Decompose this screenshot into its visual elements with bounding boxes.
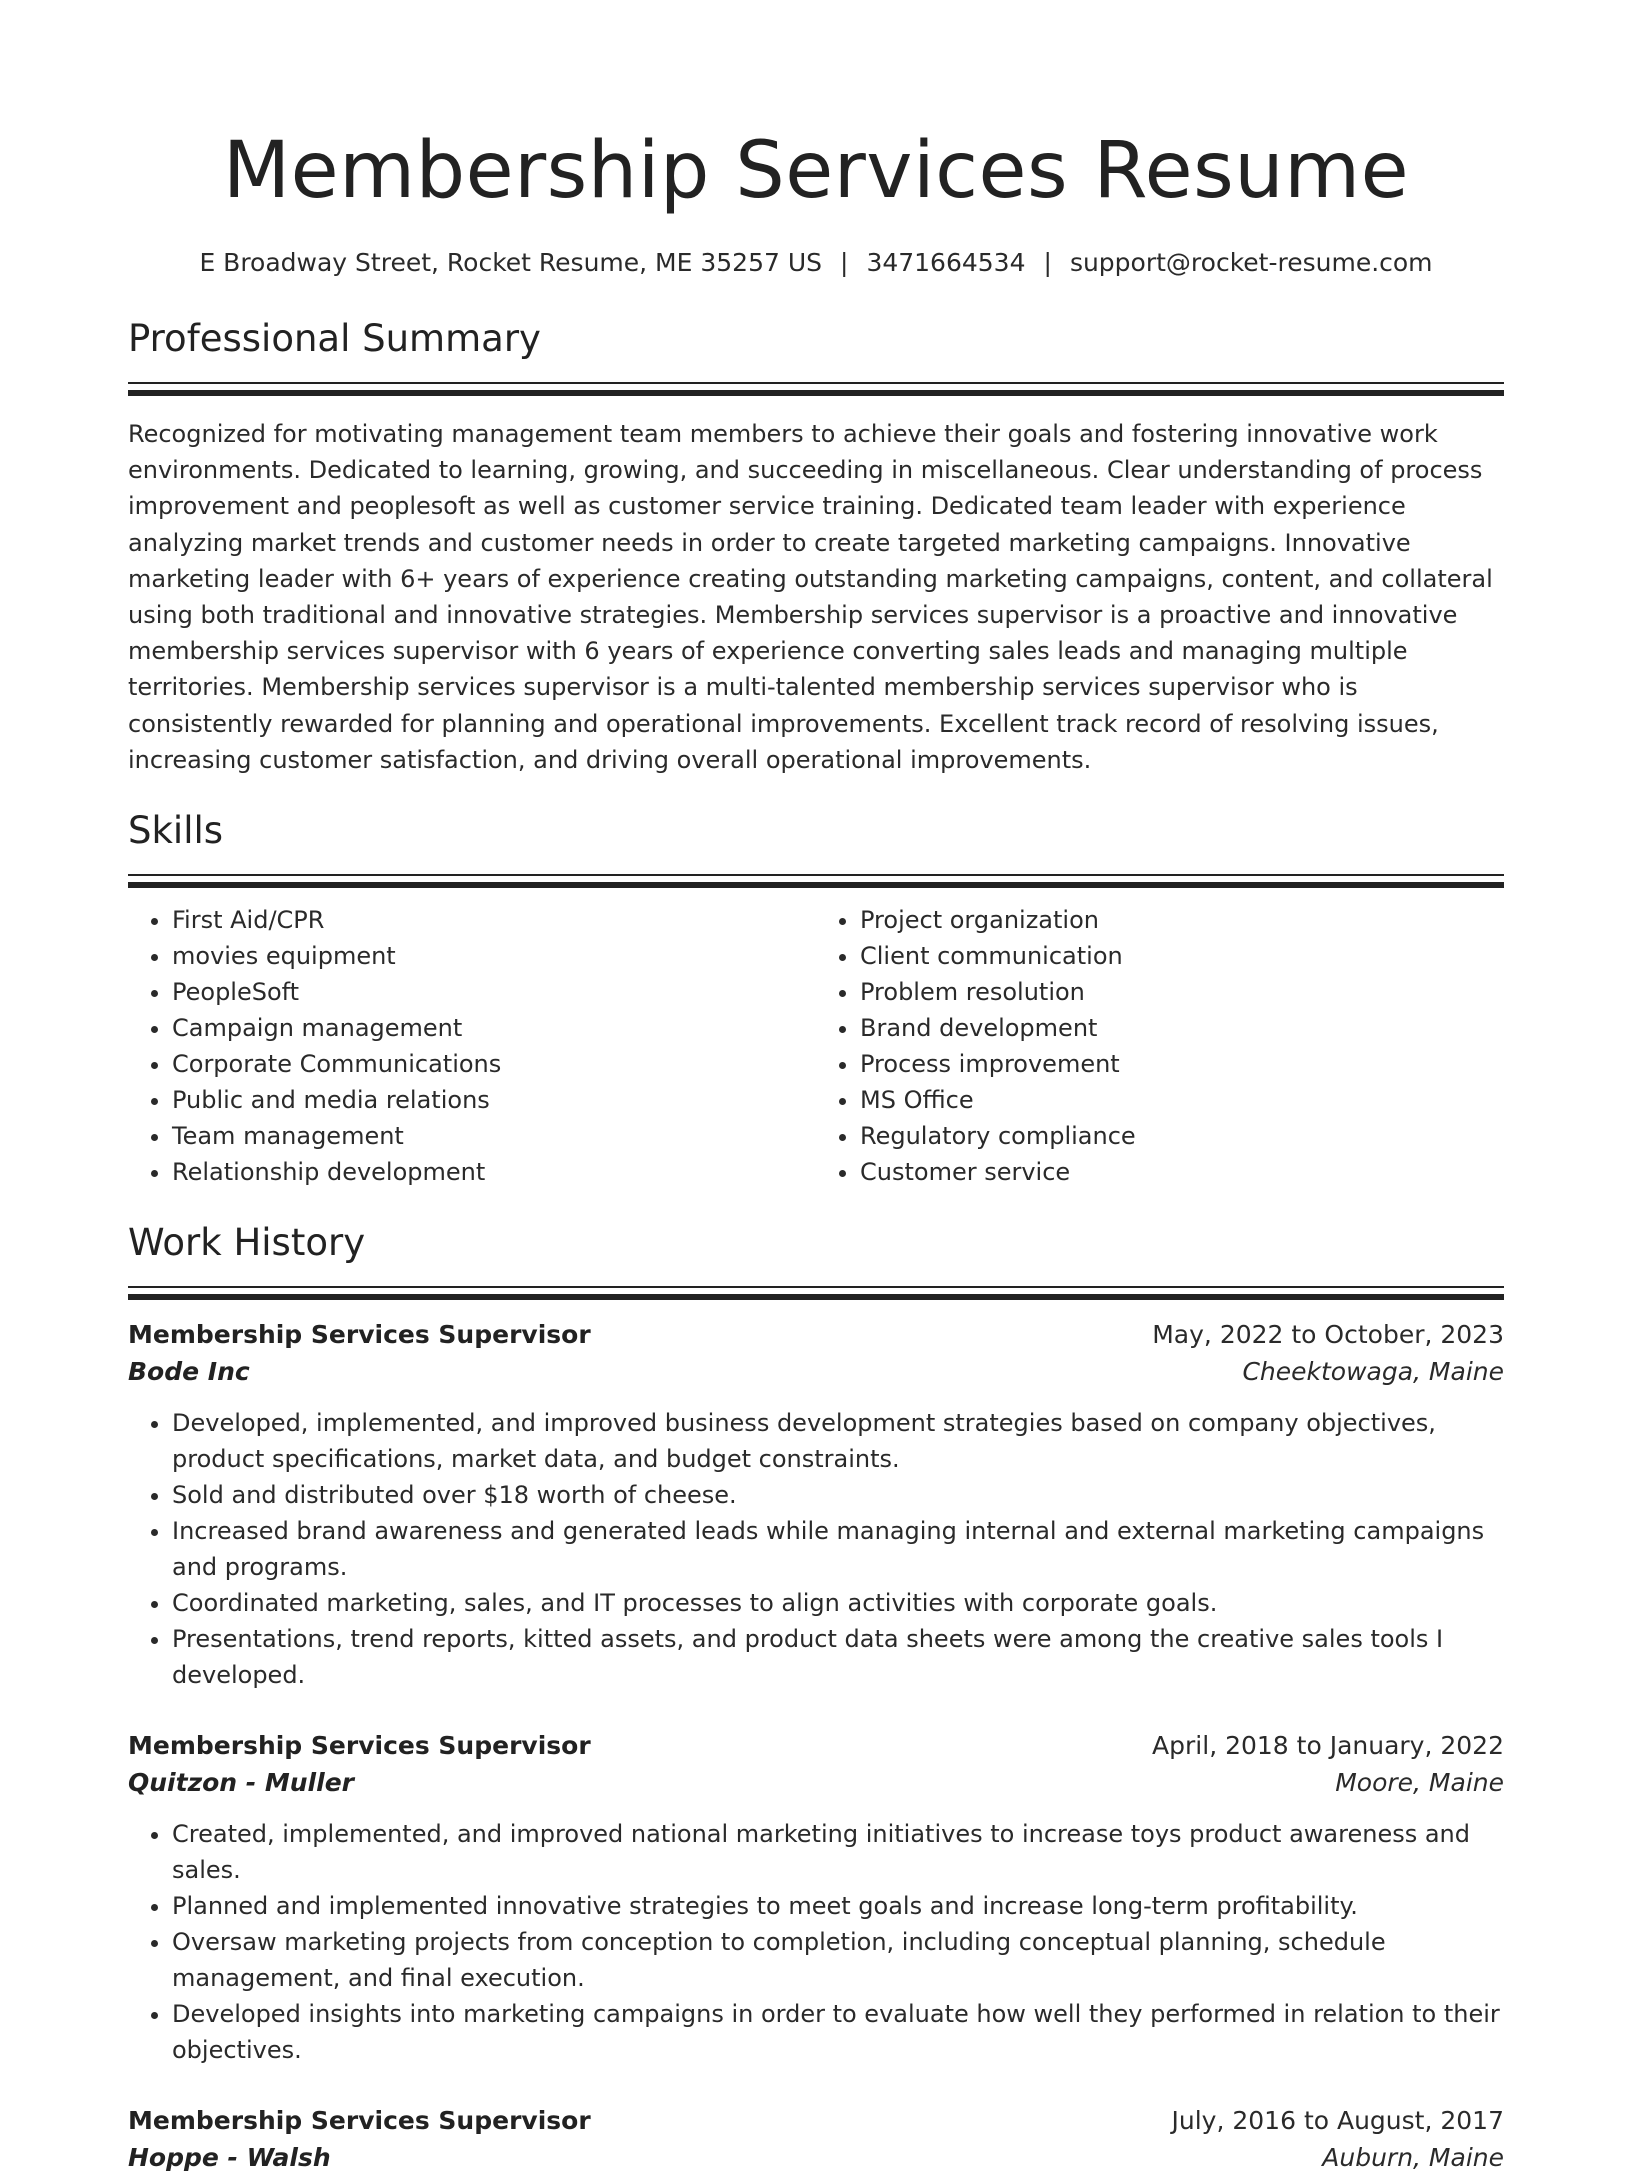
section-rule-thick — [128, 882, 1504, 888]
skill-item: • Customer service — [860, 1154, 1504, 1190]
skills-column-left — [128, 902, 816, 1190]
job-entry — [128, 2102, 1504, 2177]
skill-item: • Team management — [172, 1118, 816, 1154]
contact-separator: | — [1043, 248, 1052, 277]
summary-text: Recognized for motivating management team members to achieve their goals and fostering innovative work environments. Dedicated to learning, growing, and succeeding in miscellaneous. Clear understanding of process improvement and peoplesoft as well as customer service training. Dedicated team leader with experience analyzing market trends and customer needs in order to create targeted marketing campaigns. Innovative marketing leader with 6+ years of experience creating outstanding marketing campaigns, content, and collateral using both traditional and innovative strategies. Membership services supervisor is a proactive and innovative membership services supervisor with 6 years of experience converting sales leads and managing multiple territories. Membership services supervisor is a multi-talented membership services supervisor who is consistently rewarded for planning and operational improvements. Excellent track record of resolving issues, increasing customer satisfaction, and driving overall operational improvements. — [128, 420, 1493, 774]
job-title: Membership Services Supervisor — [128, 1320, 591, 1350]
job-header-row — [128, 1316, 1504, 1353]
section-work-history — [128, 1220, 1504, 2177]
job-header-row — [128, 2102, 1504, 2139]
contact-phone: 3471664534 — [866, 248, 1026, 277]
job-bullet: • Sold and distributed over $18 worth of cheese. — [172, 1477, 1504, 1513]
section-heading-work-history: Work History — [128, 1221, 366, 1265]
job-dates: April, 2018 to January, 2022 — [1152, 1731, 1504, 1761]
skills-column-right — [816, 902, 1504, 1190]
skill-item: • PeopleSoft — [172, 974, 816, 1010]
section-heading-summary: Professional Summary — [128, 317, 541, 360]
skill-item: • movies equipment — [172, 938, 816, 974]
job-bullet: • Coordinated marketing, sales, and IT processes to align activities with corporate goals. — [172, 1585, 1504, 1621]
skill-item: • Campaign management — [172, 1010, 816, 1046]
skills-grid — [128, 902, 1504, 1190]
job-bullet-list — [128, 1816, 1504, 2068]
job-bullet: • Planned and implemented innovative strategies to meet goals and increase long-term profitability. — [172, 1888, 1504, 1924]
section-professional-summary — [128, 316, 1504, 778]
skill-item: • Project organization — [860, 902, 1504, 938]
job-bullet: • Created, implemented, and improved national marketing initiatives to increase toys product awareness and sales. — [172, 1816, 1504, 1888]
job-location: Auburn, Maine — [1322, 2143, 1504, 2173]
section-skills — [128, 808, 1504, 1190]
job-bullet: • Presentations, trend reports, kitted assets, and product data sheets were among the creative sales tools I developed. — [172, 1621, 1504, 1693]
skill-item: • MS Office — [860, 1082, 1504, 1118]
skill-item: • Public and media relations — [172, 1082, 816, 1118]
skill-item: • First Aid/CPR — [172, 902, 816, 938]
job-dates: July, 2016 to August, 2017 — [1171, 2106, 1504, 2136]
job-header-row — [128, 1727, 1504, 1764]
section-rule-thin — [128, 382, 1504, 384]
skill-item: • Brand development — [860, 1010, 1504, 1046]
job-bullet-list — [128, 1405, 1504, 1693]
job-bullet: • Developed, implemented, and improved business development strategies based on company objectives, product specifications, market data, and budget constraints. — [172, 1405, 1504, 1477]
skill-item: • Corporate Communications — [172, 1046, 816, 1082]
job-company-row — [128, 1764, 1504, 1802]
section-heading-skills: Skills — [128, 809, 224, 853]
skill-item: • Client communication — [860, 938, 1504, 974]
section-rule-thick — [128, 390, 1504, 396]
job-bullet: • Increased brand awareness and generated leads while managing internal and external marketing campaigns and programs. — [172, 1513, 1504, 1585]
section-rule-thick — [128, 1294, 1504, 1300]
contact-email: support@rocket-resume.com — [1069, 248, 1433, 277]
job-title: Membership Services Supervisor — [128, 1731, 591, 1761]
job-title: Membership Services Supervisor — [128, 2106, 591, 2136]
section-rule-thin — [128, 874, 1504, 876]
job-entry — [128, 1727, 1504, 2068]
job-company: Quitzon - Muller — [128, 1768, 354, 1798]
job-company: Hoppe - Walsh — [128, 2143, 331, 2173]
resume-title: Membership Services Resume — [222, 126, 1410, 216]
skill-item: • Process improvement — [860, 1046, 1504, 1082]
job-bullet: • Developed insights into marketing campaigns in order to evaluate how well they performed in relation to their objectives. — [172, 1996, 1504, 2068]
contact-line — [128, 246, 1504, 280]
skill-item: • Regulatory compliance — [860, 1118, 1504, 1154]
job-bullet: • Oversaw marketing projects from conception to completion, including conceptual planning, schedule management, and final execution. — [172, 1924, 1504, 1996]
contact-address: E Broadway Street, Rocket Resume, ME 35257 US — [199, 248, 822, 277]
job-company: Bode Inc — [128, 1357, 250, 1387]
job-dates: May, 2022 to October, 2023 — [1152, 1320, 1504, 1350]
job-location: Moore, Maine — [1335, 1768, 1504, 1798]
section-rule-thin — [128, 1286, 1504, 1288]
contact-separator: | — [840, 248, 849, 277]
job-company-row — [128, 2139, 1504, 2177]
skill-item: • Problem resolution — [860, 974, 1504, 1010]
job-entry — [128, 1316, 1504, 1693]
skill-item: • Relationship development — [172, 1154, 816, 1190]
job-company-row — [128, 1353, 1504, 1391]
job-location: Cheektowaga, Maine — [1242, 1357, 1504, 1387]
